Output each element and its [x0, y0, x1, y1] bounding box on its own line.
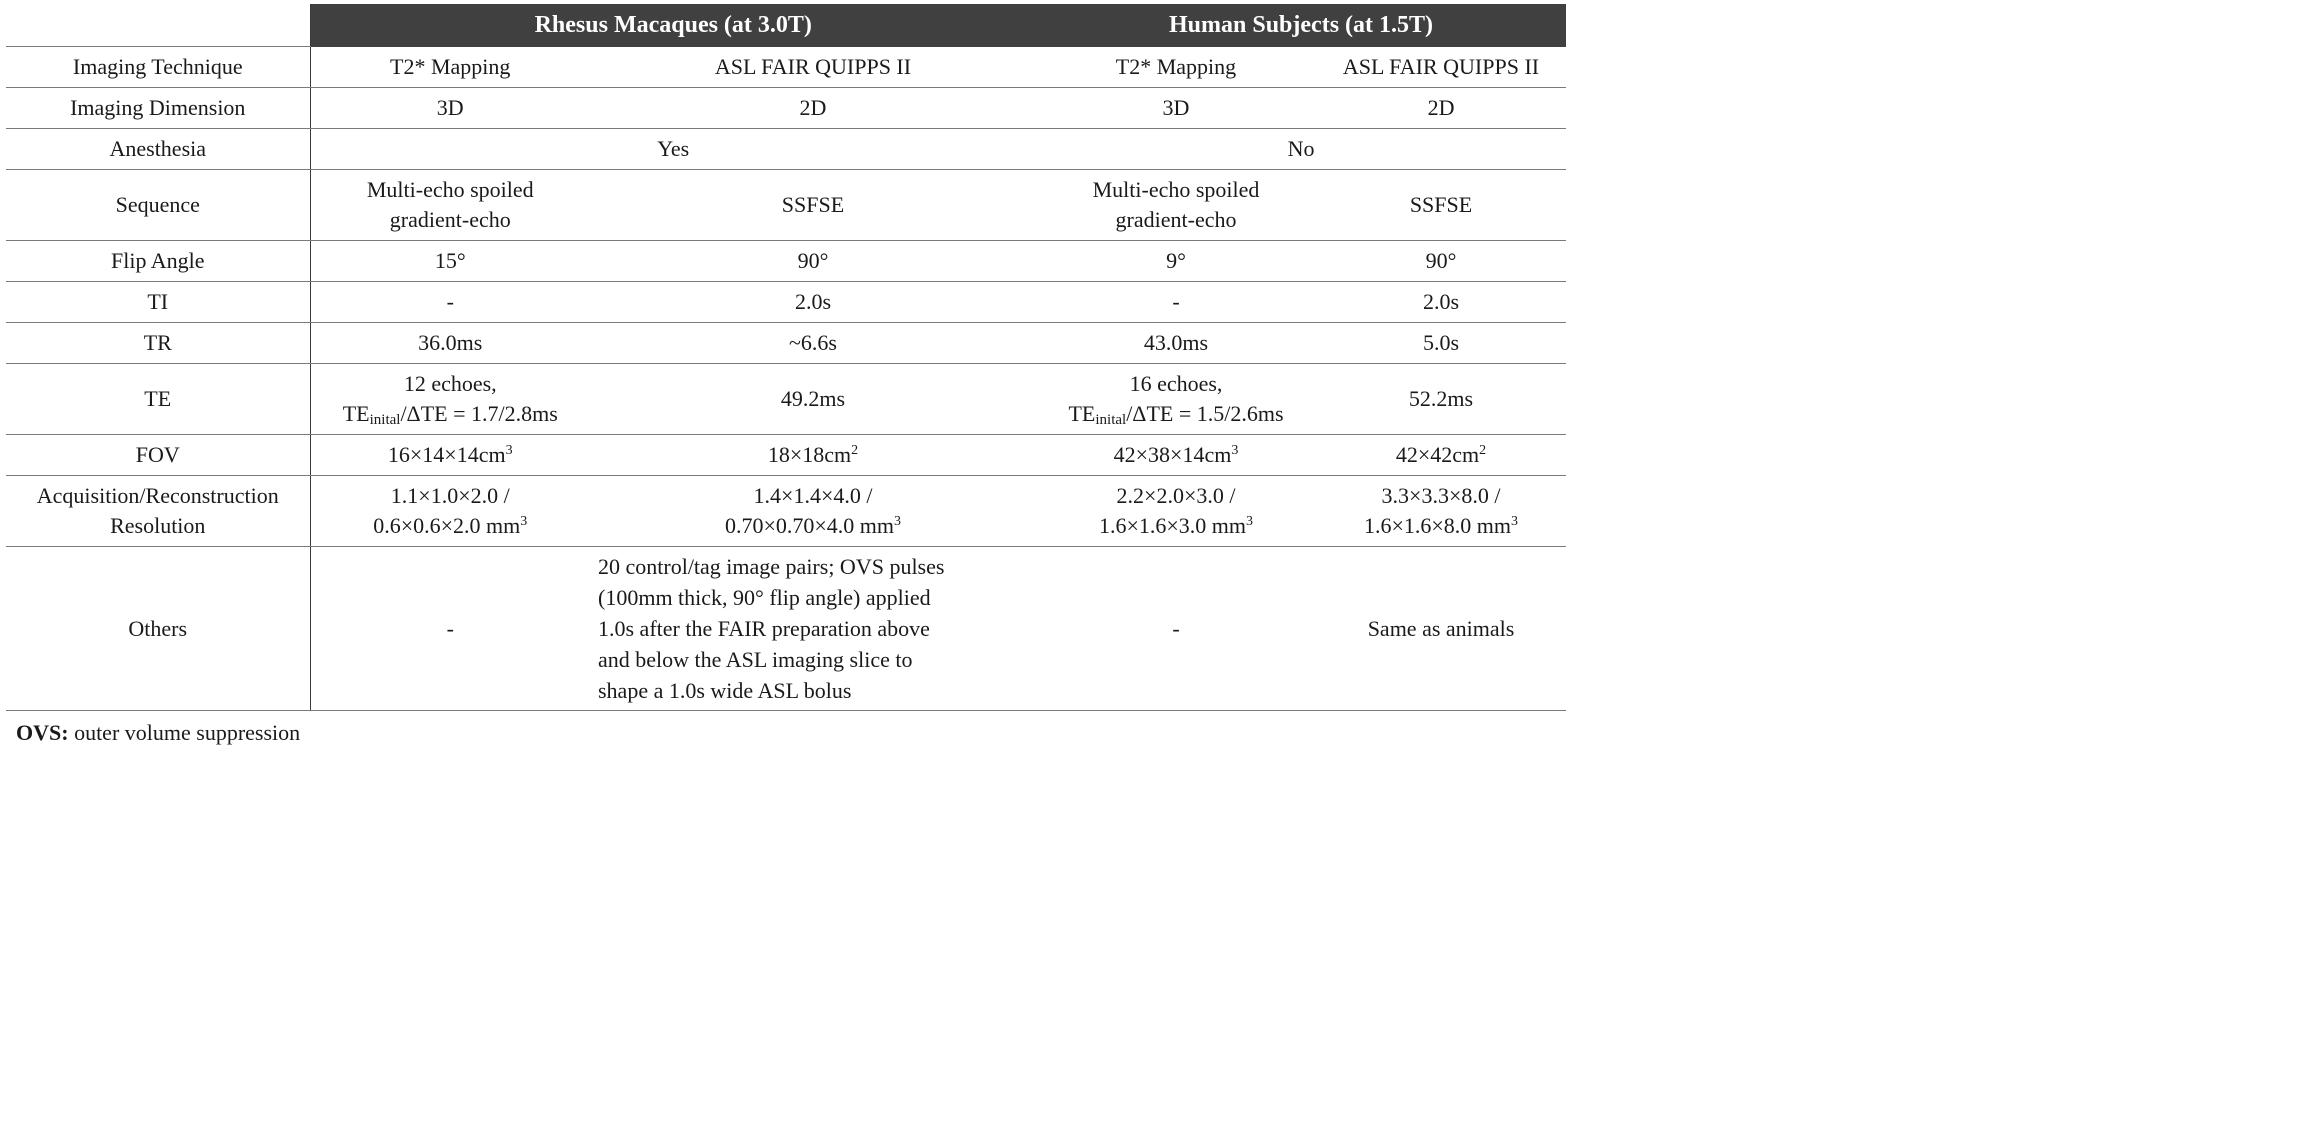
table-cell [590, 435, 1036, 476]
table-cell: - [1036, 282, 1316, 323]
table-cell: 15° [310, 241, 590, 282]
table-cell [310, 476, 590, 547]
te-subscript: inital [369, 412, 401, 428]
row-label: Anesthesia [6, 129, 310, 170]
unit-exponent: 3 [894, 514, 902, 529]
table-cell: ASL FAIR QUIPPS II [590, 47, 1036, 88]
table-cell-others-description [590, 547, 1036, 711]
cell-line: 3.3×3.3×8.0 / [1381, 483, 1501, 508]
cell-line: Multi-echo spoiled [366, 177, 534, 202]
cell-line: 16 echoes, [1129, 371, 1223, 396]
te-symbol: TE [1068, 401, 1096, 426]
cell-line: 2.2×2.0×3.0 / [1116, 483, 1236, 508]
table-cell: 2.0s [590, 282, 1036, 323]
table-cell: ~6.6s [590, 323, 1036, 364]
cell-line: 1.1×1.0×2.0 / [390, 483, 510, 508]
cell-line: Resolution [110, 513, 206, 538]
table-cell [310, 170, 590, 241]
row-label: Flip Angle [6, 241, 310, 282]
te-symbol: TE [342, 401, 370, 426]
table-row-resolution [6, 476, 1566, 547]
table-cell: 90° [1316, 241, 1566, 282]
fov-value: 42×38×14cm [1113, 442, 1232, 467]
cell-line: (100mm thick, 90° flip angle) applied [598, 585, 931, 610]
humans-group-header: Human Subjects (at 1.5T) [1036, 4, 1566, 47]
unit-exponent: 3 [1511, 514, 1519, 529]
table-cell: 2.0s [1316, 282, 1566, 323]
unit-exponent: 3 [520, 514, 528, 529]
unit-exponent: 3 [1246, 514, 1254, 529]
imaging-parameters-table [6, 4, 1566, 711]
table-cell: ASL FAIR QUIPPS II [1316, 47, 1566, 88]
table-cell: 9° [1036, 241, 1316, 282]
table-cell [1316, 435, 1566, 476]
table-row-imaging-dimension [6, 88, 1566, 129]
table-cell: 2D [1316, 88, 1566, 129]
table-cell: 52.2ms [1316, 364, 1566, 435]
table-cell: 3D [1036, 88, 1316, 129]
table-row-others [6, 547, 1566, 711]
row-label: FOV [6, 435, 310, 476]
table-row-fov [6, 435, 1566, 476]
table-cell: 36.0ms [310, 323, 590, 364]
fov-value: 16×14×14cm [387, 442, 506, 467]
fov-exponent: 2 [1479, 443, 1487, 458]
table-cell: - [1036, 547, 1316, 711]
cell-line: 1.4×1.4×4.0 / [753, 483, 873, 508]
table-cell: 2D [590, 88, 1036, 129]
table-cell [310, 435, 590, 476]
table-cell [1036, 476, 1316, 547]
cell-line: gradient-echo [1115, 207, 1237, 232]
header-corner-cell [6, 4, 310, 47]
cell-line: gradient-echo [389, 207, 511, 232]
te-subscript: inital [1095, 412, 1127, 428]
table-cell: 43.0ms [1036, 323, 1316, 364]
table-footnote [16, 718, 300, 748]
fov-exponent: 3 [1231, 443, 1239, 458]
footnote-text: outer volume suppression [68, 720, 301, 745]
cell-line: 20 control/tag image pairs; OVS pulses [598, 554, 945, 579]
cell-line: 1.6×1.6×8.0 mm [1363, 513, 1512, 538]
row-label [6, 476, 310, 547]
cell-line: shape a 1.0s wide ASL bolus [598, 678, 852, 703]
table-cell: T2* Mapping [310, 47, 590, 88]
table-cell: No [1036, 129, 1566, 170]
table-row-sequence [6, 170, 1566, 241]
table-cell: Same as animals [1316, 547, 1566, 711]
table-row-flip-angle [6, 241, 1566, 282]
table-row-anesthesia [6, 129, 1566, 170]
te-values: /ΔTE = 1.7/2.8ms [400, 401, 558, 426]
table-cell [590, 476, 1036, 547]
cell-line: 0.70×0.70×4.0 mm [724, 513, 895, 538]
table-cell: 49.2ms [590, 364, 1036, 435]
row-label: TR [6, 323, 310, 364]
fov-value: 18×18cm [767, 442, 852, 467]
table-cell [1036, 364, 1316, 435]
table-row-ti [6, 282, 1566, 323]
table-cell: 5.0s [1316, 323, 1566, 364]
table-cell [1036, 435, 1316, 476]
cell-line: 1.0s after the FAIR preparation above [598, 616, 930, 641]
fov-exponent: 2 [851, 443, 859, 458]
table-cell [310, 364, 590, 435]
row-label: Imaging Technique [6, 47, 310, 88]
table-header-row [6, 4, 1566, 47]
table-cell: SSFSE [590, 170, 1036, 241]
table-cell: Yes [310, 129, 1036, 170]
cell-line: and below the ASL imaging slice to [598, 647, 913, 672]
table-cell: SSFSE [1316, 170, 1566, 241]
macaques-group-header: Rhesus Macaques (at 3.0T) [310, 4, 1036, 47]
cell-line: 0.6×0.6×2.0 mm [373, 513, 521, 538]
table-row-te [6, 364, 1566, 435]
table-cell: - [310, 547, 590, 711]
fov-value: 42×42cm [1395, 442, 1480, 467]
row-label: Others [6, 547, 310, 711]
row-label: TI [6, 282, 310, 323]
table-cell: 3D [310, 88, 590, 129]
cell-line: 1.6×1.6×3.0 mm [1098, 513, 1247, 538]
table-row-tr [6, 323, 1566, 364]
row-label: TE [6, 364, 310, 435]
footnote-term: OVS: [16, 720, 69, 745]
cell-line: Multi-echo spoiled [1092, 177, 1260, 202]
te-values: /ΔTE = 1.5/2.6ms [1126, 401, 1284, 426]
table-cell [1316, 476, 1566, 547]
table-cell: - [310, 282, 590, 323]
table-cell: T2* Mapping [1036, 47, 1316, 88]
table-cell [1036, 170, 1316, 241]
row-label: Imaging Dimension [6, 88, 310, 129]
fov-exponent: 3 [505, 443, 513, 458]
row-label: Sequence [6, 170, 310, 241]
cell-line: 12 echoes, [403, 371, 497, 396]
table-row-imaging-technique [6, 47, 1566, 88]
cell-line: Acquisition/Reconstruction [36, 483, 279, 508]
table-cell: 90° [590, 241, 1036, 282]
